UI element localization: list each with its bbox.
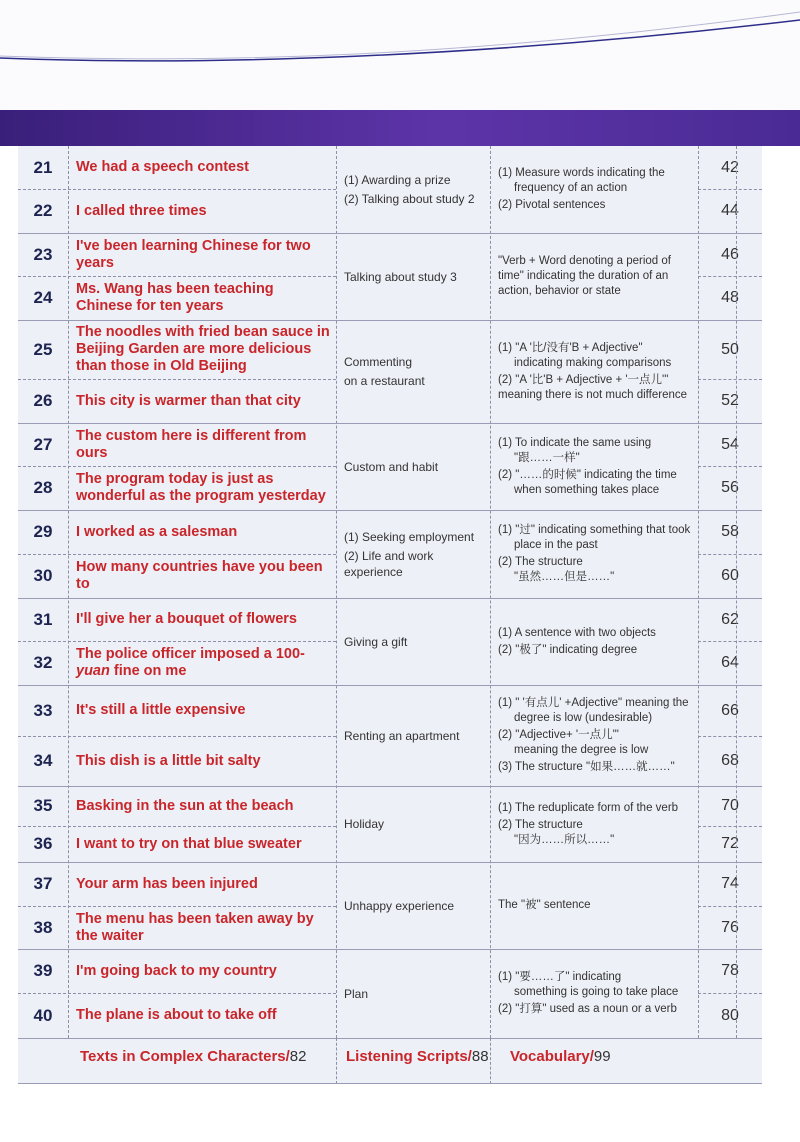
top-page-area <box>0 0 800 110</box>
lesson-number: 30 <box>33 566 53 585</box>
lesson-title-text: Your arm has been injured <box>76 875 258 892</box>
row-divider <box>18 379 336 380</box>
grammar-line: (1) To indicate the same using <box>498 436 652 449</box>
lesson-title[interactable] <box>68 906 336 949</box>
lesson-page-number: 50 <box>721 340 739 358</box>
group-divider <box>18 510 762 511</box>
row-divider <box>18 466 336 467</box>
grammar-line: (1) The reduplicate form of the verb <box>498 801 679 814</box>
grammar-line: meaning the degree is low <box>514 744 649 756</box>
grammar-item <box>498 436 692 466</box>
row-divider <box>18 554 336 555</box>
grammar-item <box>498 341 692 371</box>
lesson-title-text: I want to try on that blue sweater <box>76 835 302 852</box>
column-divider <box>736 146 737 1038</box>
column-divider <box>336 146 337 1038</box>
group-divider <box>18 1038 762 1039</box>
lesson-topic <box>336 862 490 949</box>
topic-lines <box>344 725 459 747</box>
lesson-number: 32 <box>33 653 53 672</box>
lesson-number: 28 <box>33 478 53 497</box>
topic-line: Talking about study 3 <box>344 269 457 284</box>
grammar-item <box>498 468 692 498</box>
lesson-page-number: 52 <box>721 392 739 409</box>
lesson-title[interactable] <box>68 320 336 379</box>
lesson-title-text: It's still a little expensive <box>76 702 246 718</box>
grammar-item <box>498 626 692 641</box>
row-divider <box>698 379 762 380</box>
lesson-page-number: 78 <box>721 962 739 979</box>
lesson-number: 39 <box>33 961 53 980</box>
column-divider <box>490 146 491 1038</box>
topic-line: Commenting <box>344 355 413 369</box>
footer-vocab-label: Vocabulary/ <box>510 1048 594 1065</box>
lesson-topic <box>336 786 490 862</box>
row-divider <box>698 276 762 277</box>
grammar-line: (2) Pivotal sentences <box>498 199 606 211</box>
row-divider <box>698 993 762 994</box>
grammar-line: (1) A sentence with two objects <box>498 626 656 639</box>
lesson-page-number: 72 <box>721 835 739 852</box>
grammar-line: "Verb + Word denoting a period of time" indicating the duration of an action, behavior or state <box>498 255 671 297</box>
lesson-page-number: 80 <box>721 1006 739 1024</box>
row-divider <box>698 826 762 827</box>
row-divider <box>18 189 336 190</box>
lesson-topic <box>336 146 490 233</box>
footer-complex-label: Texts in Complex Characters/ <box>80 1048 290 1065</box>
group-divider <box>18 320 762 321</box>
lesson-number: 35 <box>33 796 53 815</box>
row-divider <box>698 641 762 642</box>
lesson-title-text: I'll give her a bouquet of flowers <box>76 611 297 627</box>
lesson-title[interactable] <box>68 233 336 276</box>
topic-line: Giving a gift <box>344 634 408 649</box>
grammar-item <box>498 555 692 585</box>
topic-lines <box>344 813 384 835</box>
lesson-page-number: 62 <box>721 610 739 628</box>
column-divider <box>68 146 69 1038</box>
lesson-page-number: 48 <box>721 289 739 306</box>
bottom-rule <box>18 1083 762 1084</box>
grammar-line: place in the past <box>514 539 598 551</box>
lesson-title-text: We had a speech contest <box>76 159 249 175</box>
grammar-line: (2) "打算" used as a noun or a verb <box>498 1003 677 1015</box>
footer-listening-scripts[interactable] <box>346 1048 489 1065</box>
lesson-title-text: I called three times <box>76 202 207 219</box>
lesson-title-text: The program today is just as wonderful as the program yesterday <box>76 471 326 504</box>
topic-lines <box>344 631 407 653</box>
lesson-title-text: This dish is a little bit salty <box>76 752 261 769</box>
lesson-number: 36 <box>33 834 53 853</box>
grammar-line: (1) Measure words indicating the <box>498 167 665 179</box>
lesson-title[interactable] <box>68 826 336 862</box>
lesson-title-text: I worked as a salesman <box>76 523 238 540</box>
row-divider <box>18 906 336 907</box>
group-divider <box>18 423 762 424</box>
lesson-title-text: This city is warmer than that city <box>76 392 301 409</box>
group-divider <box>18 949 762 950</box>
grammar-line: when something takes place <box>514 483 660 496</box>
lesson-title-part: The police officer imposed a 100- <box>76 646 305 662</box>
footer-vocab-page: 99 <box>593 1048 611 1065</box>
grammar-line: (2) "A '比'B + Adjective + '一点儿'" meaning there is not much difference <box>498 373 688 401</box>
topic-line: Holiday <box>344 817 385 831</box>
lesson-topic <box>336 685 490 786</box>
lesson-page-number: 56 <box>721 479 739 496</box>
grammar-item <box>498 643 692 658</box>
grammar-item <box>498 970 692 1000</box>
grammar-line: (2) The structure <box>498 818 583 831</box>
grammar-line: indicating making comparisons <box>514 356 672 369</box>
grammar-points <box>490 598 698 685</box>
lesson-title-text: Basking in the sun at the beach <box>76 797 294 814</box>
lesson-title[interactable] <box>68 993 336 1038</box>
footer-listening-page: 88 <box>471 1048 489 1065</box>
column-divider <box>698 146 699 1038</box>
row-divider <box>18 276 336 277</box>
lesson-topic <box>336 510 490 598</box>
row-divider <box>18 826 336 827</box>
lesson-number: 37 <box>33 874 53 893</box>
row-divider <box>698 189 762 190</box>
lesson-title[interactable] <box>68 423 336 466</box>
lesson-title-italic: yuan <box>76 663 110 679</box>
lesson-number: 31 <box>33 609 53 629</box>
lesson-title[interactable] <box>68 641 336 685</box>
grammar-item <box>498 254 692 299</box>
lesson-number: 40 <box>33 1005 53 1025</box>
lesson-title-text: I've been learning Chinese for two years <box>76 237 311 271</box>
topic-line: (1) Awarding a prize <box>344 173 451 187</box>
grammar-points <box>490 146 698 233</box>
grammar-item <box>498 1002 692 1017</box>
topic-line: Renting an apartment <box>344 728 460 743</box>
lesson-number: 24 <box>33 288 53 307</box>
topic-lines <box>344 351 425 392</box>
topic-line: Plan <box>344 986 369 1001</box>
lesson-title-text: The noodles with fried bean sauce in Beijing Garden are more delicious than those in Old Beijing <box>76 324 330 374</box>
grammar-line: "因为……所以……" <box>514 833 615 846</box>
lesson-title-text: The custom here is different from ours <box>76 427 307 461</box>
lesson-page-number: 54 <box>721 435 739 453</box>
row-divider <box>698 736 762 737</box>
grammar-line: (1) "过" indicating something that took <box>498 524 691 536</box>
header-curve <box>0 0 800 110</box>
lesson-page-number: 68 <box>721 752 739 769</box>
lesson-page-number: 42 <box>721 158 739 176</box>
lesson-title[interactable] <box>68 598 336 641</box>
lesson-page-number: 64 <box>721 654 739 671</box>
grammar-points <box>490 949 698 1038</box>
lesson-title[interactable] <box>68 276 336 320</box>
topic-line: Unhappy experience <box>344 898 455 913</box>
lesson-number: 22 <box>33 201 53 220</box>
row-divider <box>698 466 762 467</box>
topic-line: (1) Seeking employment <box>344 529 475 544</box>
lesson-title[interactable] <box>68 146 336 189</box>
topic-lines <box>344 895 454 917</box>
footer-vocabulary[interactable] <box>510 1048 611 1065</box>
grammar-line: (2) "极了" indicating degree <box>498 643 638 656</box>
row-divider <box>698 906 762 907</box>
lesson-title[interactable] <box>68 554 336 598</box>
footer-divider <box>336 1038 337 1084</box>
group-divider <box>18 598 762 599</box>
topic-line: Custom and habit <box>344 459 439 474</box>
lesson-number: 33 <box>33 700 53 720</box>
topic-lines <box>344 169 475 210</box>
group-divider <box>18 862 762 863</box>
grammar-line: degree is low (undesirable) <box>514 712 653 724</box>
lesson-title-text: The menu has been taken away by the waiter <box>76 910 314 944</box>
lesson-page-number: 66 <box>721 701 739 719</box>
lesson-page-number: 60 <box>721 567 739 584</box>
grammar-line: (2) The structure <box>498 556 583 568</box>
lesson-number: 21 <box>33 157 53 177</box>
topic-lines <box>344 456 438 478</box>
grammar-line: (1) " '有点儿' +Adjective" meaning the <box>498 697 689 709</box>
grammar-item <box>498 696 692 726</box>
lesson-title-text: The plane is about to take off <box>76 1007 277 1023</box>
header-band <box>0 110 800 146</box>
lesson-title-text: Ms. Wang has been teaching Chinese for ten years <box>76 281 274 314</box>
lesson-title[interactable] <box>68 736 336 786</box>
grammar-points <box>490 685 698 786</box>
row-divider <box>18 993 336 994</box>
lesson-number: 26 <box>33 391 53 410</box>
grammar-points <box>490 233 698 320</box>
row-divider <box>18 641 336 642</box>
lesson-title[interactable] <box>68 786 336 826</box>
lesson-topic <box>336 320 490 423</box>
grammar-line: (2) "Adjective+ '一点儿'" <box>498 729 619 741</box>
lesson-title[interactable] <box>68 862 336 906</box>
lesson-page-number: 74 <box>721 875 739 892</box>
grammar-item <box>498 523 692 553</box>
grammar-points <box>490 423 698 510</box>
grammar-line: The "被" sentence <box>498 899 591 911</box>
grammar-points <box>490 320 698 423</box>
lesson-number: 23 <box>33 244 53 264</box>
grammar-line: "跟……一样" <box>514 451 580 464</box>
group-divider <box>18 786 762 787</box>
lesson-topic <box>336 598 490 685</box>
lesson-number: 38 <box>33 917 53 937</box>
lesson-page-number: 58 <box>721 523 739 540</box>
grammar-line: (1) "A '比/没有'B + Adjective" <box>498 341 643 354</box>
grammar-item <box>498 373 692 403</box>
lesson-number: 29 <box>33 522 53 541</box>
grammar-line: (1) "要……了" indicating <box>498 971 622 983</box>
group-divider <box>18 685 762 686</box>
lesson-page-number: 76 <box>721 918 739 936</box>
grammar-line: (3) The structure "如果……就……" <box>498 761 675 773</box>
lesson-number: 25 <box>33 339 53 359</box>
lesson-title[interactable] <box>68 949 336 993</box>
lesson-page-number: 70 <box>721 797 739 814</box>
footer-listening-label: Listening Scripts/ <box>346 1048 472 1065</box>
lesson-title-text <box>76 646 330 680</box>
lesson-title[interactable] <box>68 379 336 423</box>
topic-lines <box>344 266 457 288</box>
table-of-contents <box>18 146 762 1084</box>
grammar-item <box>498 801 692 816</box>
lesson-topic <box>336 233 490 320</box>
lesson-title[interactable] <box>68 685 336 736</box>
grammar-item <box>498 198 692 213</box>
topic-line: (2) Talking about study 2 <box>344 192 475 206</box>
lesson-title-part: fine on me <box>109 663 187 679</box>
lesson-title[interactable] <box>68 510 336 554</box>
grammar-line: something is going to take place <box>514 986 679 998</box>
lesson-title-text: How many countries have you been to <box>76 559 323 592</box>
lesson-topic <box>336 949 490 1038</box>
topic-lines <box>344 526 490 583</box>
lesson-number: 27 <box>33 434 53 454</box>
topic-lines <box>344 983 368 1005</box>
lesson-number: 34 <box>33 751 53 770</box>
row-divider <box>698 554 762 555</box>
grammar-item <box>498 818 692 848</box>
grammar-item <box>498 728 692 758</box>
grammar-item <box>498 760 692 775</box>
footer-divider <box>490 1038 491 1084</box>
grammar-item <box>498 898 692 913</box>
row-divider <box>18 736 336 737</box>
lesson-title-text: I'm going back to my country <box>76 962 277 979</box>
lesson-page-number: 44 <box>721 202 739 219</box>
lesson-page-number: 46 <box>721 245 739 263</box>
footer-complex-characters[interactable] <box>80 1048 306 1065</box>
group-divider <box>18 233 762 234</box>
grammar-item <box>498 166 692 196</box>
lesson-title[interactable] <box>68 466 336 510</box>
topic-line: on a restaurant <box>344 374 425 388</box>
topic-line: (2) Life and work experience <box>344 548 434 579</box>
footer-complex-page: 82 <box>289 1048 307 1065</box>
lesson-title[interactable] <box>68 189 336 233</box>
grammar-points <box>490 510 698 598</box>
grammar-points <box>490 786 698 862</box>
grammar-line: frequency of an action <box>514 182 628 194</box>
grammar-line: (2) "……的时候" indicating the time <box>498 468 677 481</box>
grammar-line: "虽然……但是……" <box>514 571 615 583</box>
grammar-points <box>490 862 698 949</box>
lesson-topic <box>336 423 490 510</box>
